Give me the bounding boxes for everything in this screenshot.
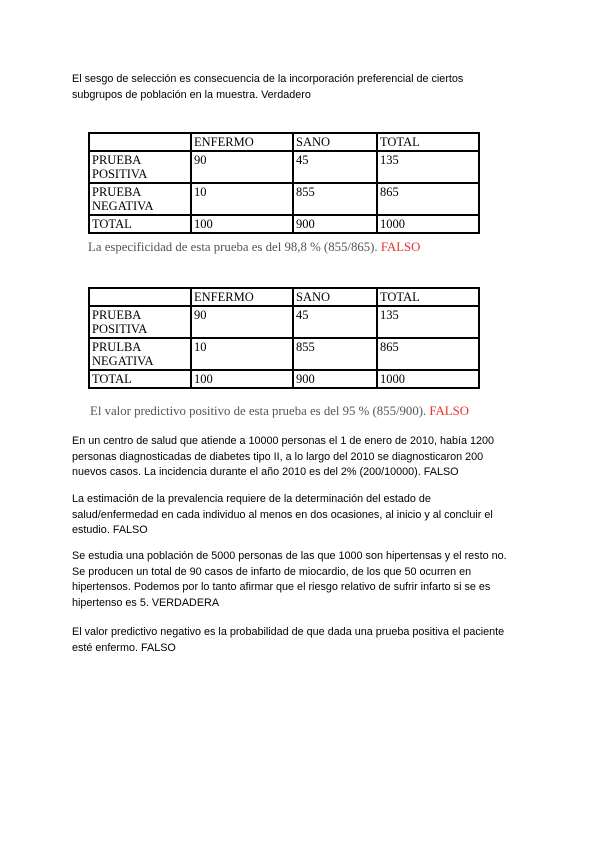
table-cell: 90 [191,306,293,338]
row-label: PRULBA NEGATIVA [89,338,191,370]
header-cell: SANO [293,133,377,151]
intro-paragraph [72,72,542,103]
header-cell: TOTAL [377,288,479,306]
header-cell: TOTAL [377,133,479,151]
table-cell: 1000 [377,215,479,233]
table-cell: 135 [377,306,479,338]
contingency-table-1 [88,132,480,234]
table-cell: 90 [191,151,293,183]
statement-2 [90,404,469,419]
table-cell: 45 [293,306,377,338]
paragraph-incidence [72,434,542,481]
table-header-row [89,133,479,151]
table-cell: 135 [377,151,479,183]
table-cell: 10 [191,183,293,215]
table-header-row [89,288,479,306]
table-row [89,338,479,370]
statement-1-verdict: FALSO [380,240,421,254]
table-cell: 855 [293,183,377,215]
paragraph-line: hipertensos. Podemos por lo tanto afirmar que el riesgo relativo de sufrir infarto si se es [72,581,491,593]
paragraph-line: En un centro de salud que atiende a 10000 personas el 1 de enero de 2010, había 1200 [72,435,495,447]
intro-line-2: subgrupos de población en la muestra. Verdadero [72,88,311,101]
paragraph-line: estudio. FALSO [72,524,148,536]
intro-line-1: El sesgo de selección es consecuencia de la incorporación preferencial de ciertos [72,73,464,85]
paragraph-line: Se estudia una población de 5000 personas de las que 1000 son hipertensas y el resto no. [72,550,507,562]
table-row [89,370,479,388]
statement-2-text: El valor predictivo positivo de esta prueba es del 95 % (855/900). [90,404,427,418]
row-label: PRUEBA NEGATIVA [89,183,191,215]
header-cell: ENFERMO [191,133,293,151]
table-cell: 865 [377,183,479,215]
statement-1-text: La especificidad de esta prueba es del 98,8 % (855/865). [88,240,378,254]
header-cell [89,288,191,306]
paragraph-line: El valor predictivo negativo es la probabilidad de que dada una prueba positiva el paciente [72,626,505,638]
table-cell: 855 [293,338,377,370]
table-row [89,183,479,215]
paragraph-line: esté enfermo. FALSO [72,641,176,654]
row-label: PRUEBA POSITIVA [89,306,191,338]
table-cell: 900 [293,215,377,233]
paragraph-line: La estimación de la prevalencia requiere de la determinación del estado de [72,493,431,505]
table-cell: 865 [377,338,479,370]
table-cell: 1000 [377,370,479,388]
table-row [89,306,479,338]
header-cell: ENFERMO [191,288,293,306]
table-cell: 900 [293,370,377,388]
paragraph-prevalence [72,492,542,539]
statement-1 [88,240,420,255]
table-cell: 45 [293,151,377,183]
header-cell: SANO [293,288,377,306]
table-row [89,151,479,183]
row-label: TOTAL [89,370,191,388]
paragraph-relative-risk [72,549,542,611]
contingency-table-2 [88,287,480,389]
statement-2-verdict: FALSO [429,404,469,418]
paragraph-line: personas diagnosticadas de diabetes tipo II, a lo largo del 2010 se diagnosticaron 200 [72,450,484,463]
table-cell: 100 [191,370,293,388]
paragraph-line: salud/enfermedad en cada individuo al menos en dos ocasiones, al inicio y al concluir el [72,508,493,521]
table-cell: 100 [191,215,293,233]
table-cell: 10 [191,338,293,370]
paragraph-negative-predictive-value [72,625,542,656]
header-cell [89,133,191,151]
row-label: TOTAL [89,215,191,233]
paragraph-line: hipertenso es 5. VERDADERA [72,596,220,609]
paragraph-line: nuevos casos. La incidencia durante el año 2010 es del 2% (200/10000). FALSO [72,466,459,478]
row-label: PRUEBA POSITIVA [89,151,191,183]
paragraph-line: Se producen un total de 90 casos de infarto de miocardio, de los que 50 ocurren en [72,565,472,578]
table-row [89,215,479,233]
